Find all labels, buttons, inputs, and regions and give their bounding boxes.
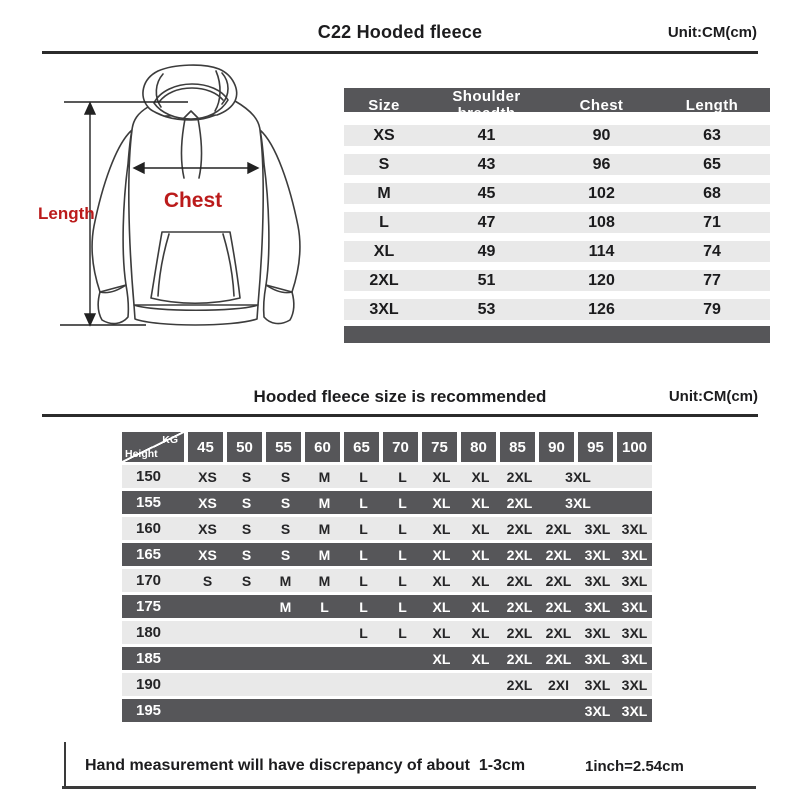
matrix-size-cell: 3XL	[621, 702, 648, 719]
matrix-size-cell: S	[241, 494, 252, 511]
size-table	[344, 88, 770, 343]
matrix-size-cell: 2XL	[545, 650, 572, 667]
matrix-row	[122, 517, 652, 540]
matrix-size-cell: 2XL	[545, 520, 572, 537]
matrix-size-cell: 2XL	[506, 520, 533, 537]
weight-column-header: 80	[461, 432, 496, 462]
size-cell: 74	[703, 242, 721, 260]
matrix-size-cell: M	[318, 468, 331, 485]
matrix-size-cell: L	[359, 494, 368, 511]
matrix-size-cell: L	[359, 468, 368, 485]
size-cell: S	[378, 155, 390, 173]
matrix-size-cell: XL	[471, 572, 490, 589]
height-row-label: 165	[136, 546, 162, 563]
matrix-size-cell: S	[280, 546, 291, 563]
matrix-size-cell: XL	[432, 624, 451, 641]
size-table-row	[344, 212, 770, 233]
size-column-header: Shoulder breadth	[452, 88, 521, 122]
inch-conversion: 1inch=2.54cm	[585, 758, 684, 775]
size-table-header	[344, 88, 770, 122]
matrix-size-cell: M	[318, 494, 331, 511]
matrix-size-cell: L	[398, 468, 407, 485]
matrix-size-cell: 2XL	[506, 572, 533, 589]
matrix-row	[122, 543, 652, 566]
matrix-size-cell: XL	[471, 624, 490, 641]
matrix-size-cell: XS	[198, 468, 217, 485]
matrix-size-cell: S	[280, 468, 291, 485]
matrix-size-cell: XL	[471, 650, 490, 667]
right-sleeve	[260, 130, 300, 292]
weight-column-header: 95	[578, 432, 613, 462]
matrix-size-cell: XL	[471, 598, 490, 615]
hoodie-diagram	[28, 56, 340, 348]
matrix-size-cell: 3XL	[621, 520, 648, 537]
size-cell: 51	[477, 271, 496, 289]
matrix-size-cell: 2XL	[506, 624, 533, 641]
size-cell: 63	[703, 126, 721, 144]
size-table-row	[344, 270, 770, 291]
matrix-size-cell: 2XL	[506, 468, 533, 485]
footer-corner-horizontal-line	[62, 786, 756, 789]
height-row-label: 175	[136, 598, 162, 615]
size-column-header: Size	[368, 96, 400, 114]
matrix-size-cell: L	[398, 494, 407, 511]
matrix-corner-cell	[122, 432, 184, 462]
matrix-size-cell: XL	[432, 546, 451, 563]
size-cell: 90	[592, 126, 611, 144]
matrix-size-cell: S	[241, 468, 252, 485]
matrix-size-cell: XL	[471, 468, 490, 485]
matrix-size-cell: 3XL	[621, 572, 648, 589]
matrix-size-cell: XL	[432, 572, 451, 589]
matrix-size-cell: S	[202, 572, 213, 589]
weight-column-header: 55	[266, 432, 301, 462]
matrix-size-cell: XL	[471, 520, 490, 537]
matrix-size-cell: XL	[432, 520, 451, 537]
matrix-size-cell: 2XL	[506, 546, 533, 563]
matrix-size-cell: L	[359, 520, 368, 537]
matrix-row	[122, 491, 652, 514]
size-cell: 43	[477, 155, 496, 173]
length-arrowhead-bottom	[85, 314, 95, 325]
matrix-size-cell: 3XL	[621, 650, 648, 667]
matrix-size-cell: 2XL	[506, 494, 533, 511]
matrix-size-cell: 3XL	[584, 702, 611, 719]
matrix-row	[122, 621, 652, 644]
matrix-size-cell: 2XL	[506, 650, 533, 667]
height-row-label: 190	[136, 676, 162, 693]
size-table-row	[344, 154, 770, 175]
matrix-size-cell: M	[279, 572, 292, 589]
recommendation-title: Hooded fleece size is recommended	[253, 387, 547, 406]
weight-column-header: 100	[617, 432, 652, 462]
height-row-label: 155	[136, 494, 162, 511]
size-column-header: Length	[685, 96, 739, 114]
matrix-size-cell: L	[359, 546, 368, 563]
size-cell: 65	[703, 155, 721, 173]
matrix-size-cell: M	[318, 520, 331, 537]
matrix-size-cell: 3XL	[584, 520, 611, 537]
weight-column-header: 90	[539, 432, 574, 462]
chest-label: Chest	[163, 189, 223, 212]
height-row-label: 185	[136, 650, 162, 667]
size-cell: 68	[703, 184, 721, 202]
height-row-label: 150	[136, 468, 162, 485]
matrix-size-cell: S	[241, 572, 252, 589]
unit-label-bottom: Unit:CM(cm)	[668, 388, 758, 405]
weight-column-header: 45	[188, 432, 223, 462]
matrix-row	[122, 647, 652, 670]
matrix-size-cell: L	[320, 598, 329, 615]
size-cell: 3XL	[369, 300, 399, 318]
size-cell: 108	[588, 213, 615, 231]
matrix-size-cell: XS	[198, 546, 217, 563]
matrix-size-cell: S	[241, 546, 252, 563]
size-cell: 126	[588, 300, 615, 318]
length-label: Length	[38, 204, 95, 223]
matrix-size-cell: 3XL	[565, 468, 591, 485]
matrix-size-cell: XS	[198, 520, 217, 537]
matrix-size-cell: L	[359, 572, 368, 589]
matrix-size-cell: 3XL	[621, 624, 648, 641]
matrix-size-cell: 3XL	[584, 676, 611, 693]
matrix-size-cell: L	[398, 572, 407, 589]
corner-kg-label: KG	[162, 434, 178, 446]
weight-column-header: 75	[422, 432, 457, 462]
size-cell: 45	[477, 184, 496, 202]
matrix-size-cell: L	[359, 624, 368, 641]
matrix-size-cell: L	[398, 598, 407, 615]
matrix-size-cell: 2XL	[545, 546, 572, 563]
matrix-size-cell: 3XL	[584, 624, 611, 641]
corner-height-label: Height	[125, 448, 158, 460]
weight-column-header: 65	[344, 432, 379, 462]
weight-column-header: 50	[227, 432, 262, 462]
size-cell: XL	[373, 242, 395, 260]
size-table-footer-bar	[344, 326, 770, 343]
matrix-size-cell: 2XL	[545, 598, 572, 615]
size-cell: 47	[477, 213, 496, 231]
matrix-size-cell: XL	[471, 546, 490, 563]
size-cell: 41	[477, 126, 496, 144]
length-arrowhead-top	[85, 103, 95, 114]
size-cell: 2XL	[369, 271, 399, 289]
matrix-row	[122, 569, 652, 592]
matrix-size-cell: 2XI	[547, 676, 569, 693]
left-sleeve	[92, 130, 132, 292]
height-row-label: 195	[136, 702, 162, 719]
matrix-size-cell: 2XL	[545, 572, 572, 589]
matrix-size-cell: L	[398, 520, 407, 537]
size-table-row	[344, 183, 770, 204]
matrix-size-cell: XS	[198, 494, 217, 511]
matrix-size-cell: L	[398, 624, 407, 641]
size-table-row	[344, 241, 770, 262]
size-cell: XS	[373, 126, 395, 144]
matrix-size-cell: 3XL	[584, 598, 611, 615]
matrix-row	[122, 595, 652, 618]
divider-top	[42, 51, 758, 54]
matrix-size-cell: L	[398, 546, 407, 563]
matrix-size-cell: 3XL	[584, 546, 611, 563]
fit-matrix	[122, 432, 652, 722]
weight-column-header: 85	[500, 432, 535, 462]
matrix-row	[122, 673, 652, 696]
fit-matrix-header	[122, 432, 652, 462]
pocket	[151, 232, 240, 303]
matrix-size-cell: XL	[432, 598, 451, 615]
fit-matrix-body	[122, 465, 652, 722]
weight-column-header: 70	[383, 432, 418, 462]
size-table-row	[344, 125, 770, 146]
matrix-size-cell: 3XL	[584, 572, 611, 589]
size-cell: 102	[588, 184, 615, 202]
matrix-size-cell: 3XL	[621, 546, 648, 563]
matrix-size-cell: XL	[432, 468, 451, 485]
matrix-size-cell: 3XL	[584, 650, 611, 667]
size-cell: 120	[588, 271, 615, 289]
hem-band	[134, 305, 258, 325]
size-cell: 96	[592, 155, 611, 173]
size-cell: M	[377, 184, 391, 202]
page-title: C22 Hooded fleece	[317, 22, 483, 42]
size-cell: L	[379, 213, 389, 231]
size-cell: 71	[703, 213, 721, 231]
matrix-size-cell: S	[280, 520, 291, 537]
matrix-size-cell: XL	[471, 494, 490, 511]
matrix-size-cell: 2XL	[506, 676, 533, 693]
size-cell: 49	[477, 242, 496, 260]
matrix-size-cell: L	[359, 598, 368, 615]
matrix-size-cell: 2XL	[506, 598, 533, 615]
matrix-size-cell: M	[318, 546, 331, 563]
size-cell: 79	[703, 300, 721, 318]
measurement-note: Hand measurement will have discrepancy of about 1-3cm	[85, 757, 526, 774]
weight-column-header: 60	[305, 432, 340, 462]
footer-corner-vertical-line	[64, 742, 66, 788]
matrix-size-cell: 3XL	[565, 494, 591, 511]
matrix-row	[122, 699, 652, 722]
matrix-size-cell: M	[318, 572, 331, 589]
matrix-size-cell: M	[279, 598, 292, 615]
size-column-header: Chest	[579, 96, 624, 114]
size-cell: 77	[703, 271, 721, 289]
size-table-row	[344, 299, 770, 320]
matrix-size-cell: XL	[432, 650, 451, 667]
matrix-size-cell: XL	[432, 494, 451, 511]
matrix-size-cell: 3XL	[621, 676, 648, 693]
size-cell: 114	[588, 242, 615, 260]
matrix-size-cell: S	[280, 494, 291, 511]
matrix-size-cell: 3XL	[621, 598, 648, 615]
unit-label-top: Unit:CM(cm)	[667, 24, 757, 41]
height-row-label: 180	[136, 624, 162, 641]
matrix-row	[122, 465, 652, 488]
size-table-body	[344, 125, 770, 320]
size-cell: 53	[477, 300, 496, 318]
divider-middle	[42, 414, 758, 417]
matrix-size-cell: 2XL	[545, 624, 572, 641]
height-row-label: 170	[136, 572, 162, 589]
matrix-size-cell: S	[241, 520, 252, 537]
height-row-label: 160	[136, 520, 162, 537]
